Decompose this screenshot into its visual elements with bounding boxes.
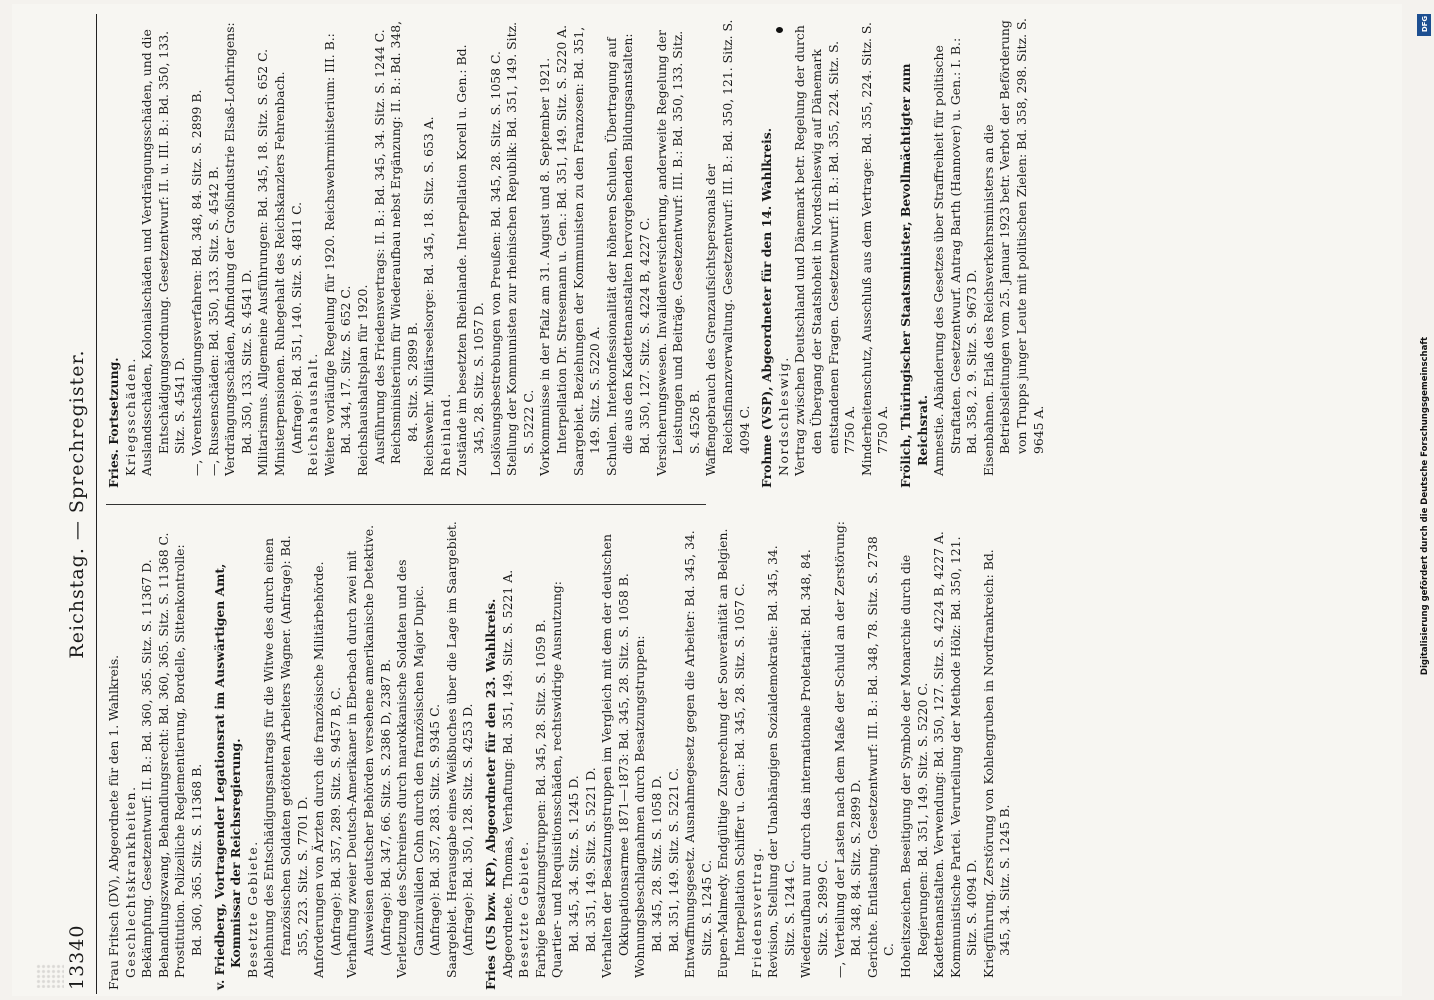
entry-line: Farbige Besatzungstruppen: Bd. 345, 28. Sitz. S. 1059 B.: [532, 619, 548, 978]
entry-line: Loslösungsbestrebungen von Preußen: Bd. 345, 28. Sitz. S. 1058 C.: [487, 51, 503, 476]
left-column: [106, 520, 1013, 990]
entry-line: Eisenbahnen. Erlaß des Reichsverkehrsministers an die Betriebsleitungen vom 25. Januar 1923 betr. Verbot der Beförderung von Trupps junger Leute mit politischen Zielen: Bd. 358, 298. Sitz. S. 9645 A.: [980, 18, 1046, 476]
entry-line: Verhaftung zweier Deutsch-Amerikaner in Eberbach durch zwei mit Ausweisen deutscher Behörden versehene amerikanische Detektive. (Anfrage): Bd. 347, 66. Sitz. S. 2386 D, 2387 B.: [344, 524, 393, 978]
entry-heading: Frau Fritsch (DV), Abgeordnete für den 1. Wahlkreis.: [106, 654, 121, 990]
page-header: [60, 14, 94, 994]
subject-heading: Nordschleswig.: [775, 356, 791, 476]
entry-line: Wiederaufbau nur durch das internationale Proletariat: Bd. 348, 84. Sitz. S. 2899 C.: [798, 549, 830, 978]
entry-line: Hoheitszeichen. Beseitigung der Symbole der Monarchie durch die Regierungen: Bd. 351, 149. Sitz. S. 5220 C.: [897, 554, 930, 978]
entry-line: Ablehnung des Entschädigungsantrags für die Witwe des durch einen französischen Soldaten getöteten Arbeiters Wagner. (Anfrage): Bd. 355, 223. Sitz. S. 7701 D.: [261, 535, 310, 978]
entry-line: Bekämpfung. Gesetzentwurf: II. B.: Bd. 360, 365. Sitz. S. 11367 D.: [139, 559, 155, 978]
entry-line: Weitere vorläufige Regelung für 1920. Reichswehrministerium: III. B.: Bd. 344, 17. Sitz. S. 652 C.: [321, 33, 354, 476]
column-divider: [106, 504, 706, 505]
entry-line: Bd. 351, 149. Sitz. S. 5221 C.: [665, 767, 681, 952]
rotated-page: [60, 14, 1400, 994]
entry-line: Abgeordnete. Thomas, Verhaftung: Bd. 351, 149. Sitz. S. 5221 A.: [499, 569, 515, 978]
entry-line: Stellung der Kommunisten zur rheinischen Republik: Bd. 351, 149. Sitz. S. 5222 C.: [504, 21, 536, 476]
entry-line: —, Russenschäden: Bd. 350, 133. Sitz. S. 4542 B.: [205, 166, 221, 476]
entry-line: Saargebiet. Beziehungen der Kommunisten zu den Franzosen: Bd. 351, 149. Sitz. S. 5220 A.: [570, 26, 603, 476]
entry-heading: Fries. Fortsetzung.: [106, 357, 121, 488]
entry-line: Kommunistische Partei. Verurteilung der Methode Hölz: Bd. 350, 121. Sitz. S. 4094 D.: [947, 536, 980, 978]
bullet-mark: [776, 27, 783, 33]
entry-line: Reichshaushaltsplan für 1920.: [354, 284, 370, 476]
entry-line: Bd. 351, 149. Sitz. S. 5221 D.: [582, 767, 598, 952]
entry-line: Revision, Stellung der Unabhängigen Sozialdemokratie: Bd. 345, 34. Sitz. S. 1244 C.: [765, 545, 797, 978]
entry-line: Waffengebrauch des Grenzaufsichtspersonals der Reichsfinanzverwaltung. Gesetzentwurf: III. B.: Bd. 350, 121. Sitz. S. 4094 C.: [703, 19, 752, 476]
entry-line: Zustände im besetzten Rheinlande. Interpellation Korell u. Gen.: Bd. 345, 28. Sitz. S. 1057 D.: [454, 44, 487, 476]
page-number: 13340: [66, 924, 88, 990]
entry-line: Militarismus. Allgemeine Ausführungen: Bd. 345, 18. Sitz. S. 652 C.: [255, 48, 271, 476]
entry-line: Saargebiet. Herausgabe eines Weißbuches über die Lage im Saargebiet. (Anfrage): Bd. 350, 128. Sitz. S. 4253 D.: [443, 521, 476, 978]
entry-line: Bd. 345, 34. Sitz. S. 1245 D.: [566, 775, 582, 952]
entry-line: Verhalten der Besatzungstruppen im Vergleich mit dem der deutschen Okkupationsarmee 1871—1873: Bd. 345, 28. Sitz. S. 1058 B.: [599, 534, 631, 978]
entry-line: Minderheitenschutz, Ausschluß aus dem Vertrage: Bd. 355, 224. Sitz. S. 7750 A.: [858, 22, 891, 476]
entry-heading: Fries (US bzw. KP), Abgeordneter für den 23. Wahlkreis.: [483, 598, 499, 990]
entry-line: Wohnungsbeschlagnahmen durch Besatzungstruppen:: [632, 635, 648, 978]
entry-heading: Frohme (VSP), Abgeordneter für den 14. Wahlkreis.: [759, 127, 775, 488]
entry-line: Ministerpensionen. Ruhegehalt des Reichskanzlers Fehrenbach. (Anfrage): Bd. 351, 140. Sitz. S. 4811 C.: [271, 71, 304, 476]
subject-heading: Rheinland.: [437, 392, 453, 476]
header-rule: [96, 14, 97, 994]
page-title: Reichstag. — Sprechregister.: [66, 349, 88, 659]
entry-line: Vorkommnisse in der Pfalz am 31. August und 8. September 1921. Interpellation Dr. Stresemann u. Gen.: Bd. 351, 149. Sitz. S. 5220 A.: [537, 24, 570, 476]
subject-heading: Kriegsschäden.: [122, 356, 138, 476]
scanned-page: [12, 4, 1402, 996]
entry-line: Entwaffnungsgesetz. Ausnahmegesetz gegen die Arbeiter: Bd. 345, 34. Sitz. S. 1245 C.: [682, 530, 714, 978]
entry-heading: Frölich, Thüringischer Staatsminister, Bevollmächtigter zum Reichsrat.: [897, 63, 930, 488]
scan-speckle: [36, 964, 64, 988]
dfg-logo-icon: DFG: [1417, 14, 1431, 36]
dfg-watermark-text: Digitalisierung gefördert durch die Deutsche Forschungsgemeinschaft: [1420, 336, 1430, 676]
entry-line: —, Verteilung der Lasten nach dem Maße der Schuld an der Zerstörung: Bd. 348, 84. Sitz. S. 2899 D.: [831, 521, 864, 978]
entry-line: Ausführung des Friedensvertrags: II. B.: Bd. 345, 34. Sitz. S. 1244 C.: [371, 29, 387, 464]
right-column: [106, 18, 1046, 488]
entry-line: Reichswehr. Militärseelsorge: Bd. 345, 18. Sitz. S. 653 A.: [421, 116, 437, 476]
entry-line: —, Vorentschädigungsverfahren: Bd. 348, 84. Sitz. S. 2899 B.: [188, 89, 204, 476]
entry-line: Quartier- und Requisitionsschäden, rechtswidrige Ausnutzung:: [549, 581, 565, 978]
dfg-watermark: [1416, 6, 1434, 996]
subject-heading: Besetzte Gebiete.: [244, 840, 260, 978]
entry-line: Reichsministerium für Wiederaufbau nebst Ergänzung: II. B.: Bd. 348, 84. Sitz. S. 2899 B.: [388, 20, 420, 464]
entry-line: Amnestie. Abänderung des Gesetzes über Straffreiheit für politische Straftaten. Gesetzentwurf. Antrag Barth (Hannover) u. Gen.: I. B.: Bd. 358, 2. 9. Sitz. S. 9673 D.: [931, 37, 980, 476]
entry-line: Gerichte. Entlastung. Gesetzentwurf: III. B.: Bd. 348, 78. Sitz. S. 2738 C.: [864, 536, 897, 978]
entry-line: Kriegführung. Zerstörung von Kohlengruben in Nordfrankreich: Bd. 345, 34. Sitz. S. 1245 B.: [980, 549, 1013, 978]
entry-line: Prostitution. Polizeiliche Reglementierung, Bordelle, Sittenkontrolle: Bd. 360, 365. Sitz. S. 11368 B.: [172, 544, 204, 978]
entry-line: Anforderungen von Ärzten durch die französische Militärbehörde. (Anfrage): Bd. 357, 289. Sitz. S. 9457 B, C.: [311, 561, 343, 978]
entry-line: Behandlungszwang, Behandlungsrecht: Bd. 360, 365. Sitz. S. 11368 C.: [155, 532, 171, 978]
entry-line: Kadettenanstalten. Verwendung: Bd. 350, 127. Sitz. S. 4224 B, 4227 A.: [931, 531, 947, 978]
entry-line: Verdrängungsschäden, Abfindung der Großindustrie Elsaß-Lothringens: Bd. 350, 133. Sitz. S. 4541 D.: [222, 22, 254, 476]
entry-line: Bd. 345, 28. Sitz. S. 1058 D.: [649, 775, 664, 952]
entry-line: Vertrag zwischen Deutschland und Dänemark betr. Regelung der durch den Übergang der Staatshoheit in Nordschleswig auf Dänemark entstandenen Fragen. Gesetzentwurf: II. B.: Bd. 355, 224. Sitz. S. 7750 A.: [792, 25, 858, 476]
entry-line: Verletzung des Schreiners durch marokkanische Soldaten und des Ganzinvaliden Cohn durch den französischen Major Dupic. (Anfrage): Bd. 357, 283. Sitz. S. 9345 C.: [394, 559, 443, 978]
subject-heading: Geschlechtskrankheiten.: [122, 785, 138, 978]
subject-heading: Friedensvertrag.: [748, 846, 764, 978]
subject-heading: Reichshaushalt.: [305, 352, 321, 476]
entry-line: Schulen. Interkonfessionalität der höheren Schulen, Übertragung auf die aus den Kadettenanstalten hervorgehenden Bildungsanstalten: Bd. 350, 127. Sitz. S. 4224 B, 4227 C.: [603, 33, 652, 476]
entry-heading: v. Friedberg, Vortragender Legationsrat im Auswärtigen Amt, Kommissar der Reichsregierung.: [211, 563, 244, 990]
entry-line: Versicherungswesen. Invalidenversicherung, anderweite Regelung der Leistungen und Beiträge. Gesetzentwurf: III. B.: Bd. 350, 133. Sitz. S. 4526 B.: [653, 30, 702, 476]
entry-line: Auslandsschäden, Kolonialschäden und Verdrängungsschäden, und die Entschädigungsordnung. Gesetzentwurf: II. u. III. B.: Bd. 350, 133. Sitz. S. 4541 D.: [139, 29, 188, 476]
entry-line: Eupen-Malmedy. Endgültige Zusprechung der Souveränität an Belgien. Interpellation Schiffer u. Gen.: Bd. 345, 28. Sitz. S. 1057 C.: [715, 528, 747, 978]
subject-heading: Besetzte Gebiete.: [516, 840, 532, 978]
